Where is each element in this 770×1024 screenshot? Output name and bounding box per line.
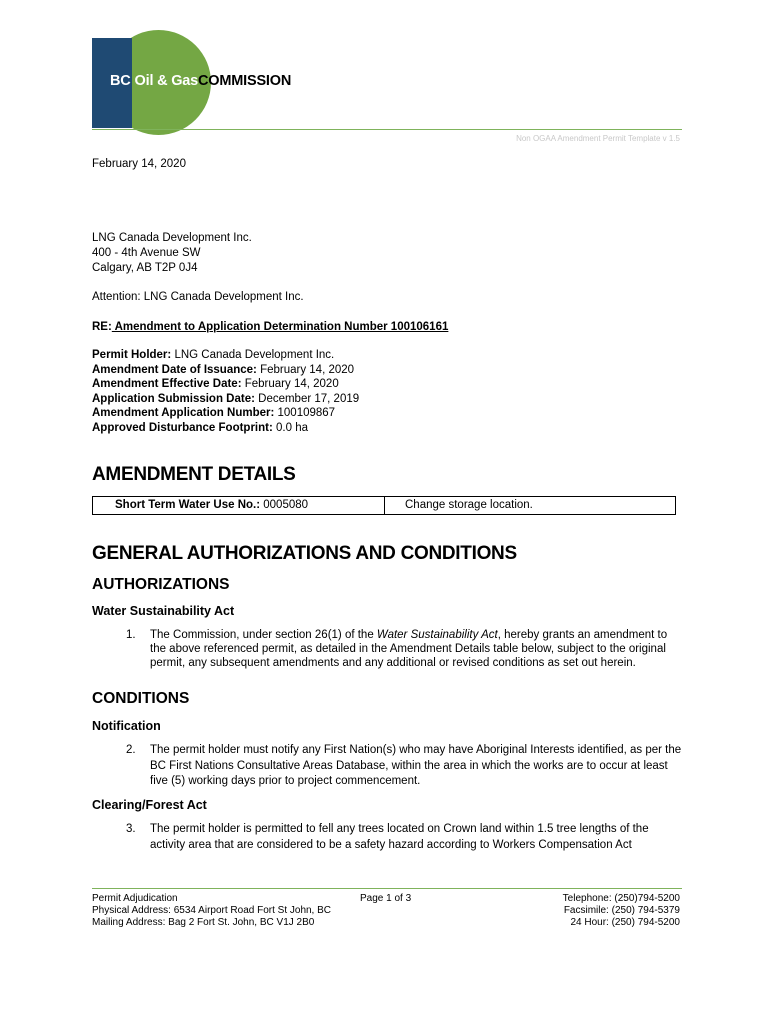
item-text: The permit holder is permitted to fell any trees located on Crown land within 1.5 tree lengths of the activity area that are considered to be a safety hazard according to Workers Compensation Act xyxy=(150,823,649,851)
header-rule xyxy=(92,129,682,130)
permit-detail-row xyxy=(92,421,359,436)
list-item xyxy=(126,628,686,670)
detail-value: February 14, 2020 xyxy=(256,363,355,376)
permit-details xyxy=(92,348,359,435)
footer-line: Physical Address: 6534 Airport Road Fort St John, BC xyxy=(92,905,332,916)
detail-label: Application Submission Date: xyxy=(92,392,255,405)
footer-line: Telephone: (250)794-5200 xyxy=(562,893,680,904)
footer-line: Facsimile: (250) 794-5379 xyxy=(563,905,680,916)
item-text-emphasis: Water Sustainability Act xyxy=(376,629,498,641)
item-text-part: The Commission, under section 26(1) of the xyxy=(150,629,377,641)
detail-value: 100109867 xyxy=(274,407,336,419)
logo-oil-gas: Oil & Gas xyxy=(134,73,199,89)
list-item xyxy=(126,822,686,853)
detail-label: Approved Disturbance Footprint: xyxy=(92,421,273,434)
footer-left xyxy=(92,893,331,929)
amendment-value: 0005080 xyxy=(260,499,309,511)
clearing-heading: Clearing/Forest Act xyxy=(92,798,207,812)
amendment-table xyxy=(92,496,676,515)
commission-logo xyxy=(92,38,317,130)
authorizations-heading: AUTHORIZATIONS xyxy=(92,576,230,593)
footer-line: Mailing Address: Bag 2 Fort St. John, BC V1J 2B0 xyxy=(92,917,315,928)
item-number: 1. xyxy=(126,629,136,641)
notification-heading: Notification xyxy=(92,719,161,733)
footer-line: 24 Hour: (250) 794-5200 xyxy=(570,917,680,928)
detail-label: Amendment Application Number: xyxy=(92,407,275,419)
re-label: RE: xyxy=(92,321,112,333)
conditions-heading: CONDITIONS xyxy=(92,690,190,707)
permit-detail-row xyxy=(92,348,359,363)
re-title: Amendment to Application Determination Number 100106161 xyxy=(111,321,449,333)
permit-detail-row xyxy=(92,392,359,407)
attention-line: Attention: LNG Canada Development Inc. xyxy=(92,291,304,303)
detail-label: Amendment Effective Date: xyxy=(92,378,242,390)
letter-date: February 14, 2020 xyxy=(92,158,186,170)
footer-rule xyxy=(92,888,682,889)
detail-value: 0.0 ha xyxy=(272,421,308,434)
item-text: The permit holder must notify any First Nation(s) who may have Aboriginal Interests identified, as per the BC First Nations Consultative Areas Database, within the area in which the works are to occur at least five (5) working days prior to project commencement. xyxy=(150,744,682,787)
detail-value: February 14, 2020 xyxy=(241,378,339,390)
item-text xyxy=(150,628,686,670)
amendment-label: Short Term Water Use No.: xyxy=(115,499,261,511)
detail-value: LNG Canada Development Inc. xyxy=(171,349,335,361)
logo-text xyxy=(110,73,291,89)
permit-detail-row xyxy=(92,363,359,378)
footer-right xyxy=(563,893,680,929)
item-text-part: , hereby grants an amendment to the above referenced permit, as detailed in the Amendment Details table below, subject to the original permit, any subsequent amendments and any additional or revised conditions as set out herein. xyxy=(150,629,668,669)
page-number: Page 1 of 3 xyxy=(360,893,412,904)
logo-bc: BC xyxy=(110,73,131,89)
logo-commission: COMMISSION xyxy=(198,73,292,89)
footer-line: Permit Adjudication xyxy=(92,893,178,904)
amendment-details-heading: AMENDMENT DETAILS xyxy=(92,464,296,485)
address-line: LNG Canada Development Inc. xyxy=(92,232,252,244)
item-number: 2. xyxy=(126,744,136,756)
amendment-cell-number xyxy=(93,497,385,514)
template-reference: Non OGAA Amendment Permit Template v 1.5 xyxy=(516,134,680,143)
detail-label: Amendment Date of Issuance: xyxy=(92,363,257,376)
detail-label: Permit Holder: xyxy=(92,349,172,361)
detail-value: December 17, 2019 xyxy=(254,392,360,405)
recipient-address xyxy=(92,231,252,276)
item-number: 3. xyxy=(126,823,136,835)
re-line xyxy=(92,320,448,335)
address-line: 400 - 4th Avenue SW xyxy=(92,247,201,259)
amendment-cell-change: Change storage location. xyxy=(405,499,533,511)
address-line: Calgary, AB T2P 0J4 xyxy=(92,262,198,274)
permit-detail-row xyxy=(92,377,359,392)
list-item xyxy=(126,743,686,790)
permit-detail-row xyxy=(92,406,359,421)
general-heading: GENERAL AUTHORIZATIONS AND CONDITIONS xyxy=(92,543,517,564)
wsa-heading: Water Sustainability Act xyxy=(92,604,235,618)
